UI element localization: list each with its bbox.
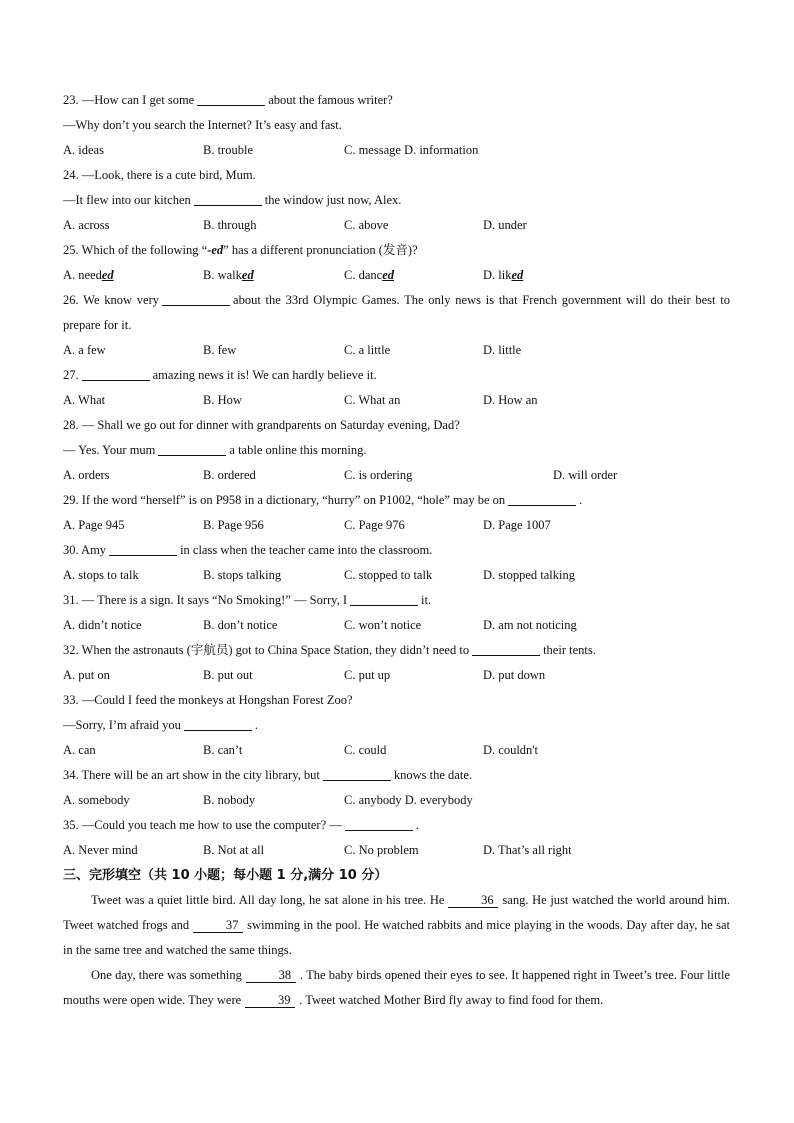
cloze-blank-39: 39 <box>245 993 295 1008</box>
option-b: B. don’t notice <box>203 618 278 632</box>
option-d: D. will order <box>553 468 618 482</box>
option-b: B. Page 956 <box>203 518 264 532</box>
option-b: B. How <box>203 393 242 407</box>
answer-blank <box>82 367 150 381</box>
answer-blank <box>184 717 252 731</box>
option-b: B. trouble <box>203 143 253 157</box>
options-35 <box>63 838 730 863</box>
reply-23: —Why don’t you search the Internet? It’s easy and fast. <box>63 118 342 132</box>
option-c: C. anybody D. everybody <box>344 793 473 807</box>
option-d: D. under <box>483 218 527 232</box>
option-b: B. put out <box>203 668 253 682</box>
option-c: C. won’t notice <box>344 618 422 632</box>
answer-blank <box>162 292 230 306</box>
question-25: 25. Which of the following “-ed” has a different pronunciation (发音)? <box>63 243 418 257</box>
options-24 <box>63 213 730 238</box>
option-a: A. across <box>63 218 110 232</box>
option-a: A. Never mind <box>63 843 138 857</box>
options-32 <box>63 663 730 688</box>
option-a: A. needed <box>63 268 114 282</box>
option-d: D. liked <box>483 268 524 282</box>
option-b: B. few <box>203 343 237 357</box>
option-b: B. can’t <box>203 743 243 757</box>
question-32: 32. When the astronauts (宇航员) got to China Space Station, they didn’t need to their tents. <box>63 643 596 657</box>
option-a: A. somebody <box>63 793 130 807</box>
options-31 <box>63 613 730 638</box>
option-c: C. could <box>344 743 387 757</box>
option-b: B. stops talking <box>203 568 282 582</box>
question-35: 35. —Could you teach me how to use the computer? — . <box>63 818 419 832</box>
cloze-blank-36: 36 <box>448 893 498 908</box>
option-b: B. nobody <box>203 793 256 807</box>
options-23 <box>63 138 730 163</box>
option-c: C. above <box>344 218 389 232</box>
question-26: 26. We know very about the 33rd Olympic Games. The only news is that French government will do their best to prepare for it. <box>63 293 730 332</box>
option-a: A. didn’t notice <box>63 618 142 632</box>
answer-blank <box>109 542 177 556</box>
option-c: C. stopped to talk <box>344 568 433 582</box>
suffix-mark: -ed <box>207 243 224 257</box>
option-a: A. ideas <box>63 143 104 157</box>
cloze-paragraph-2: One day, there was something 38 . The baby birds opened their eyes to see. It happened right in Tweet’s tree. Four little mouths were open wide. They were 39 . Tweet watched Mother Bird fly away to find food for them. <box>63 968 730 1007</box>
question-30: 30. Amy in class when the teacher came into the classroom. <box>63 543 433 557</box>
option-d: D. little <box>483 343 522 357</box>
option-d: D. couldn't <box>483 743 539 757</box>
answer-blank <box>345 817 413 831</box>
option-c: C. is ordering <box>344 468 413 482</box>
question-28: 28. — Shall we go out for dinner with grandparents on Saturday evening, Dad? <box>63 418 460 432</box>
option-d: D. stopped talking <box>483 568 576 582</box>
answer-blank <box>194 192 262 206</box>
option-b: B. Not at all <box>203 843 265 857</box>
question-23: 23. —How can I get some about the famous writer? <box>63 93 393 107</box>
option-a: A. orders <box>63 468 110 482</box>
answer-blank <box>508 492 576 506</box>
option-a: A. a few <box>63 343 106 357</box>
question-33: 33. —Could I feed the monkeys at Hongshan Forest Zoo? <box>63 693 353 707</box>
options-34 <box>63 788 730 813</box>
answer-blank <box>323 767 391 781</box>
worksheet-page <box>63 88 730 1013</box>
option-c: C. a little <box>344 343 391 357</box>
answer-blank <box>158 442 226 456</box>
options-25 <box>63 263 730 288</box>
question-27: 27. amazing news it is! We can hardly believe it. <box>63 368 377 382</box>
option-d: D. am not noticing <box>483 618 577 632</box>
option-a: A. put on <box>63 668 110 682</box>
option-c: C. danced <box>344 268 394 282</box>
question-34: 34. There will be an art show in the city library, but knows the date. <box>63 768 472 782</box>
option-a: A. Page 945 <box>63 518 125 532</box>
section-heading: 三、完形填空（共 10 小题；每小题 1 分,满分 10 分） <box>63 868 388 883</box>
options-33 <box>63 738 730 763</box>
option-c: C. No problem <box>344 843 419 857</box>
answer-blank <box>472 642 540 656</box>
option-c: C. What an <box>344 393 401 407</box>
options-26 <box>63 338 730 363</box>
options-27 <box>63 388 730 413</box>
question-29: 29. If the word “herself” is on P958 in a dictionary, “hurry” on P1002, “hole” may be on . <box>63 493 583 507</box>
option-a: A. stops to talk <box>63 568 139 582</box>
options-30 <box>63 563 730 588</box>
question-24: 24. —Look, there is a cute bird, Mum. <box>63 168 256 182</box>
answer-blank <box>197 92 265 106</box>
answer-blank <box>350 592 418 606</box>
reply-33: —Sorry, I’m afraid you . <box>63 718 259 732</box>
cloze-blank-38: 38 <box>246 968 296 983</box>
question-31: 31. — There is a sign. It says “No Smoking!” — Sorry, I it. <box>63 593 432 607</box>
options-29 <box>63 513 730 538</box>
option-b: B. walked <box>203 268 254 282</box>
option-d: D. Page 1007 <box>483 518 551 532</box>
cloze-blank-37: 37 <box>193 918 243 933</box>
reply-28: — Yes. Your mum a table online this morning. <box>63 443 367 457</box>
options-28 <box>63 463 730 488</box>
option-b: B. ordered <box>203 468 256 482</box>
option-c: C. message D. information <box>344 143 479 157</box>
option-d: D. That’s all right <box>483 843 572 857</box>
option-c: C. Page 976 <box>344 518 405 532</box>
option-b: B. through <box>203 218 257 232</box>
option-a: A. can <box>63 743 96 757</box>
option-d: D. put down <box>483 668 546 682</box>
reply-24: —It flew into our kitchen the window just now, Alex. <box>63 193 402 207</box>
option-d: D. How an <box>483 393 538 407</box>
option-a: A. What <box>63 393 106 407</box>
cloze-paragraph-1: Tweet was a quiet little bird. All day long, he sat alone in his tree. He 36 sang. He just watched the world around him. Tweet watched frogs and 37 swimming in the pool. He watched rabbits and mice playing in the woods. Day after day, he sat in the same tree and watched the same things. <box>63 893 730 957</box>
option-c: C. put up <box>344 668 391 682</box>
